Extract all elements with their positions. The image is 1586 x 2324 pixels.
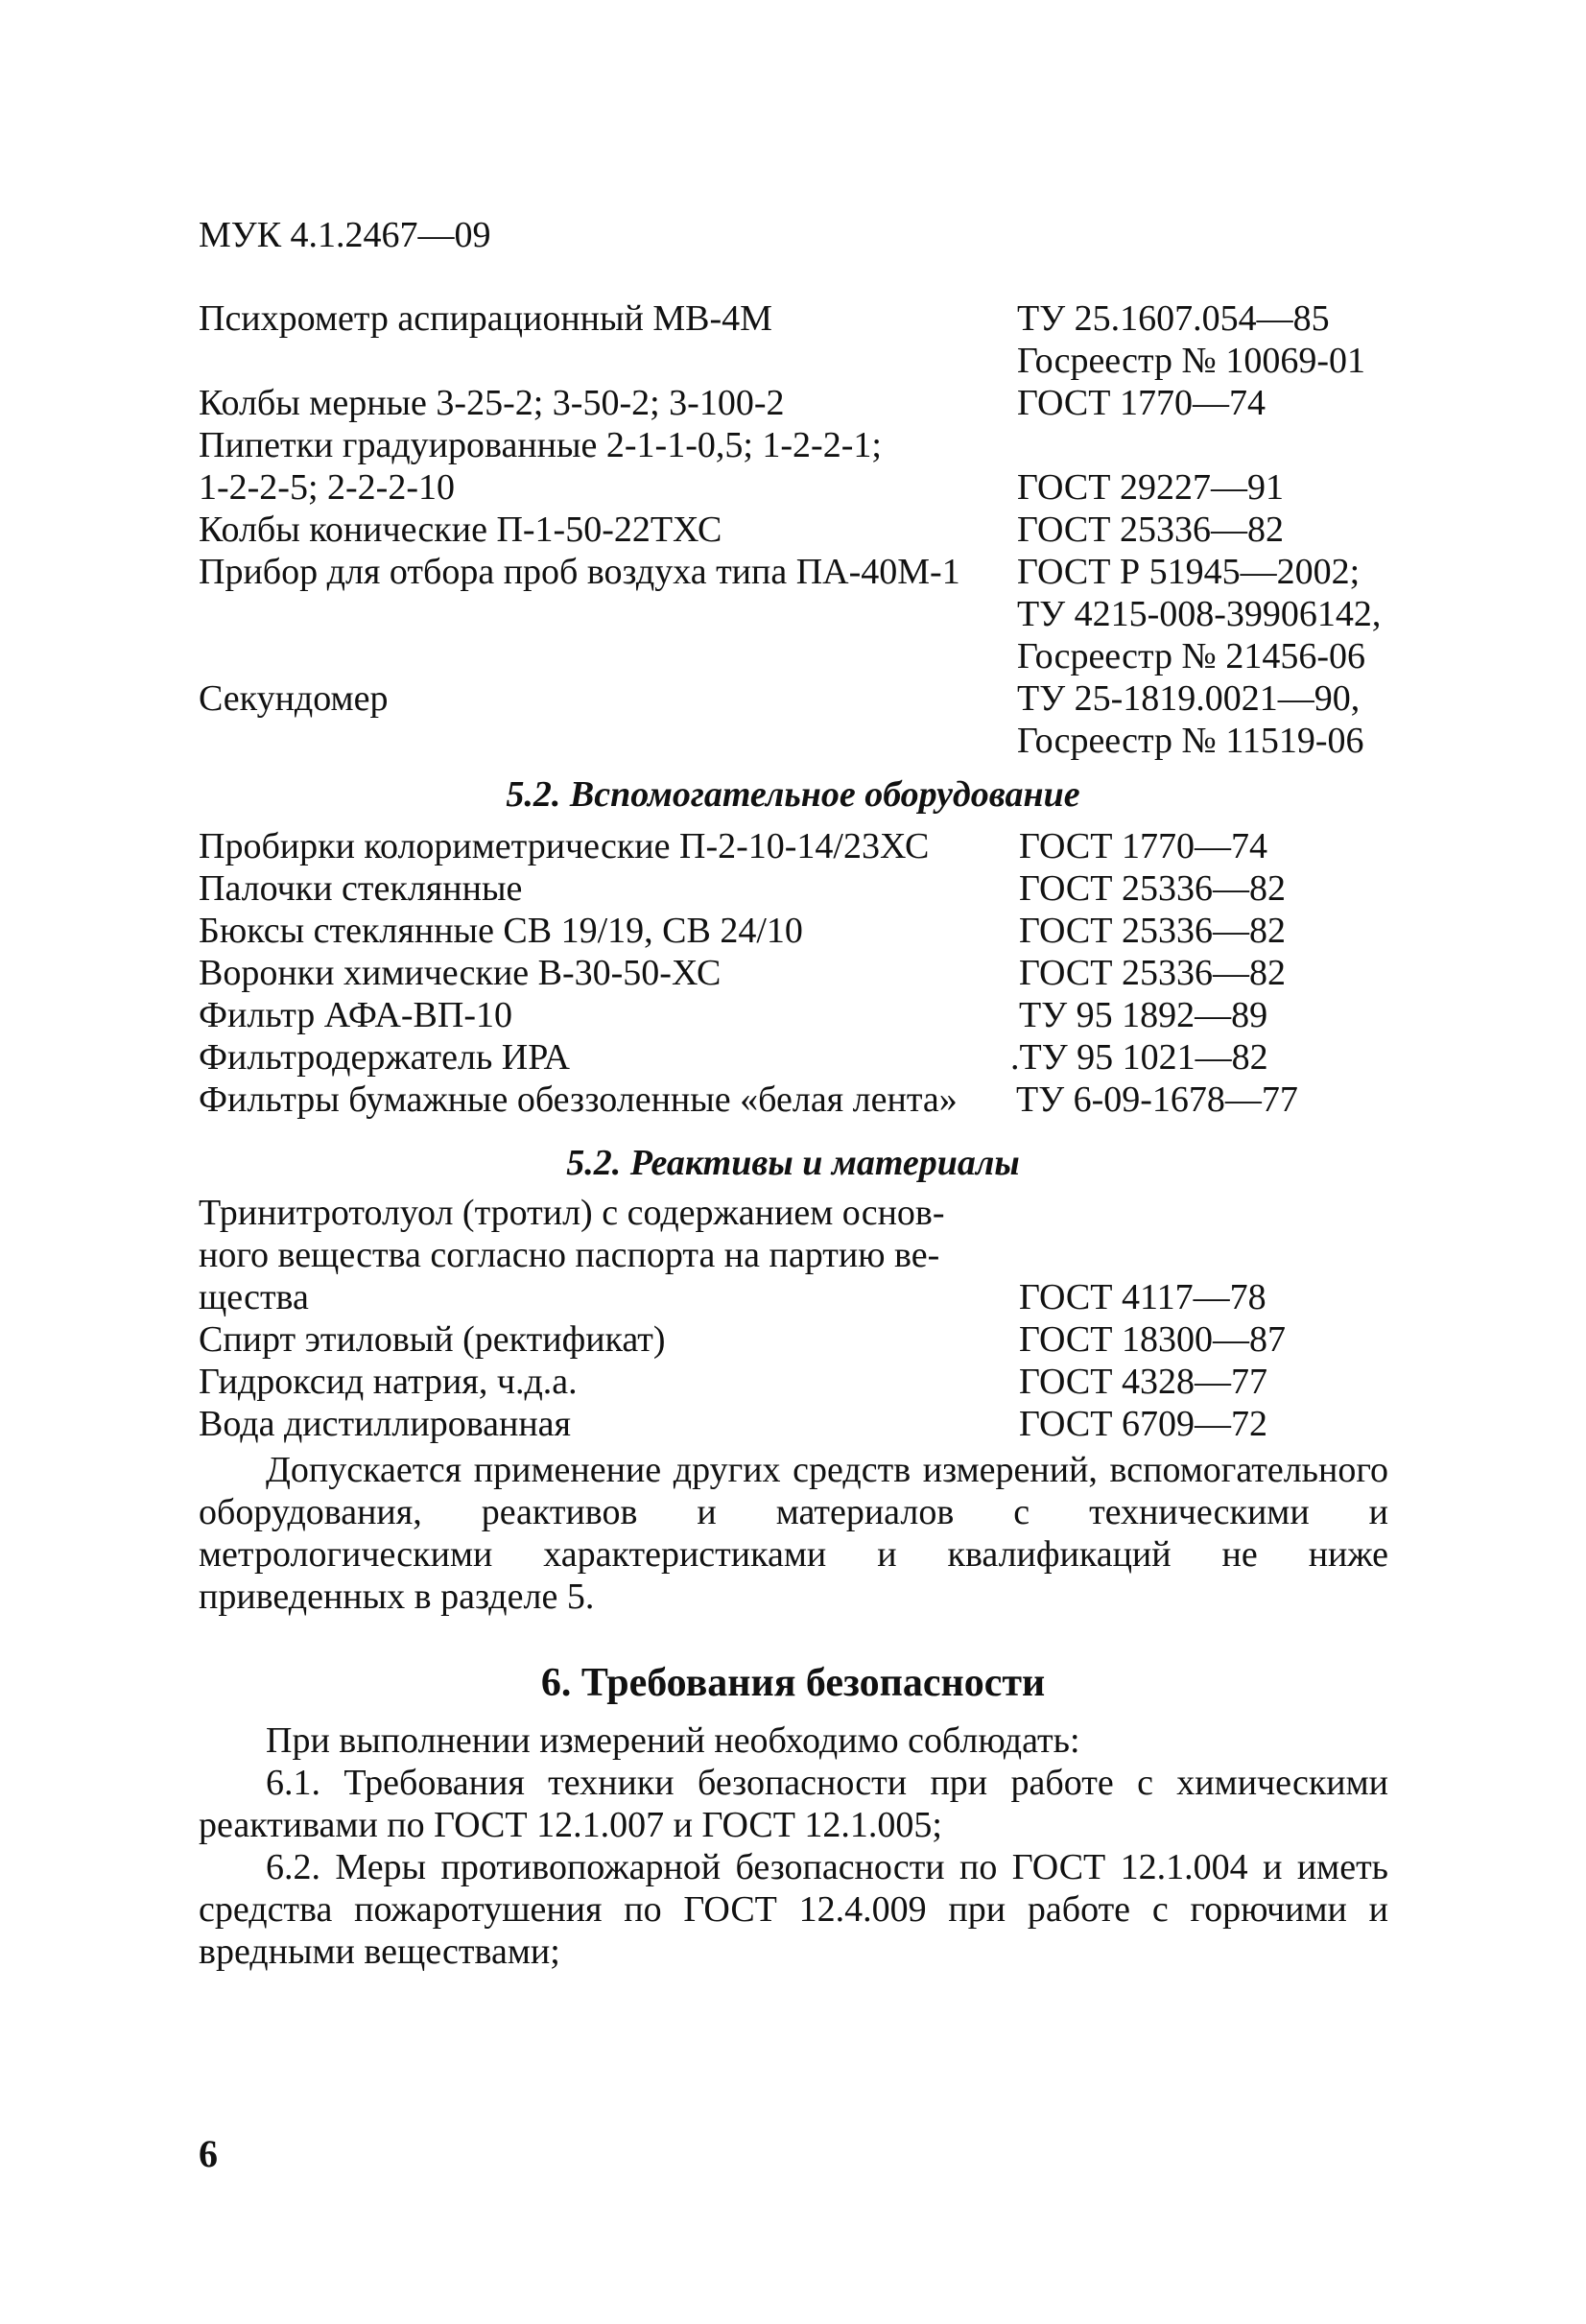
item-standard: ТУ 95 1892—89 [1019, 995, 1268, 1035]
item-standard: ГОСТ 6709—72 [1019, 1404, 1267, 1444]
item-name: ного вещества согласно паспорта на партию ве- [199, 1235, 940, 1275]
list-item [199, 424, 1398, 466]
list-item [199, 382, 1398, 424]
instruments-list [199, 297, 1398, 762]
item-standard: ГОСТ 4328—77 [1019, 1362, 1267, 1402]
item-name: щества [199, 1277, 309, 1317]
list-item [199, 1036, 1398, 1079]
list-item [199, 677, 1398, 720]
item-name: Фильтр АФА-ВП-10 [199, 995, 512, 1035]
item-standard: ТУ 25-1819.0021—90, [1017, 678, 1361, 719]
item-standard: ГОСТ 25336—82 [1019, 953, 1286, 993]
list-item [199, 635, 1398, 677]
list-item [199, 509, 1398, 551]
section-heading-reagents: 5.2. Реактивы и материалы [566, 1143, 1020, 1183]
substitution-note-paragraph: Допускается применение других средств измерений, вспомогательного оборудования, реактивов и материалов с техническими и метрологическими характеристиками и квалификаций не ниже приведенных в разделе 5. [199, 1450, 1388, 1617]
page-number: 6 [199, 2132, 218, 2175]
document-code-header: МУК 4.1.2467—09 [199, 215, 491, 255]
item-standard: ТУ 4215-008-39906142, [1017, 594, 1382, 634]
item-standard: Госреестр № 21456-06 [1017, 636, 1365, 676]
item-name: Гидроксид натрия, ч.д.а. [199, 1362, 578, 1402]
item-standard: ГОСТ 1770—74 [1019, 826, 1267, 866]
list-item [199, 340, 1398, 382]
item-name: Спирт этиловый (ректификат) [199, 1319, 666, 1360]
item-name: Прибор для отбора проб воздуха типа ПА-40М-1 [199, 552, 960, 592]
safety-item-6-1-paragraph: 6.1. Требования техники безопасности при работе с химическими реактивами по ГОСТ 12.1.007 и ГОСТ 12.1.005; [199, 1763, 1388, 1845]
item-name: Колбы конические П-1-50-22ТХС [199, 510, 722, 550]
reagents-list [199, 1192, 1398, 1445]
safety-item-6-2-paragraph: 6.2. Меры противопожарной безопасности по ГОСТ 12.1.004 и иметь средства пожаротушения по ГОСТ 12.4.009 при работе с горючими и вредными веществами; [199, 1847, 1388, 1972]
item-name: Тринитротолуол (тротил) с содержанием основ- [199, 1193, 945, 1233]
item-name: Секундомер [199, 678, 389, 719]
list-item [199, 1403, 1398, 1445]
item-name: Пробирки колориметрические П-2-10-14/23ХС [199, 826, 930, 866]
list-item [199, 1318, 1398, 1361]
item-name: Фильтры бумажные обеззоленные «белая лента» [199, 1079, 958, 1120]
item-standard: ГОСТ 25336—82 [1019, 868, 1286, 909]
list-item [199, 466, 1398, 509]
item-standard: ТУ 25.1607.054—85 [1017, 298, 1330, 339]
item-name: 1-2-2-5; 2-2-2-10 [199, 467, 455, 508]
list-item [199, 1276, 1398, 1318]
item-standard: ГОСТ 4117—78 [1019, 1277, 1266, 1317]
list-item [199, 720, 1398, 762]
item-name: Вода дистиллированная [199, 1404, 572, 1444]
list-item [199, 1361, 1398, 1403]
section-heading-auxiliary-equipment: 5.2. Вспомогательное оборудование [506, 774, 1080, 815]
item-name: Колбы мерные 3-25-2; 3-50-2; 3-100-2 [199, 383, 785, 423]
item-standard: .ТУ 95 1021—82 [1010, 1037, 1268, 1078]
item-standard: ГОСТ 29227—91 [1017, 467, 1284, 508]
list-item [199, 297, 1398, 340]
item-standard: ТУ 6-09-1678—77 [1016, 1079, 1298, 1120]
list-item [199, 952, 1398, 994]
list-item [199, 551, 1398, 593]
list-item [199, 994, 1398, 1036]
item-name: Воронки химические В-30-50-ХС [199, 953, 722, 993]
item-standard: ГОСТ Р 51945—2002; [1017, 552, 1361, 592]
item-name: Бюксы стеклянные СВ 19/19, СВ 24/10 [199, 911, 803, 951]
section-heading-safety: 6. Требования безопасности [540, 1661, 1046, 1705]
list-item [199, 1234, 1398, 1276]
item-standard: ГОСТ 18300—87 [1019, 1319, 1286, 1360]
item-standard: ГОСТ 25336—82 [1019, 911, 1286, 951]
item-name: Пипетки градуированные 2-1-1-0,5; 1-2-2-1; [199, 425, 882, 465]
item-name: Фильтродержатель ИРА [199, 1037, 570, 1078]
item-standard: ГОСТ 25336—82 [1017, 510, 1284, 550]
list-item [199, 1079, 1398, 1121]
item-standard: Госреестр № 10069-01 [1017, 341, 1365, 381]
item-standard: ГОСТ 1770—74 [1017, 383, 1266, 423]
auxiliary-equipment-list [199, 825, 1398, 1121]
list-item [199, 1192, 1398, 1234]
list-item [199, 825, 1398, 867]
item-name: Психрометр аспирационный МВ-4М [199, 298, 772, 339]
safety-intro-paragraph: При выполнении измерений необходимо соблюдать: [266, 1720, 1080, 1761]
list-item [199, 593, 1398, 635]
item-name: Палочки стеклянные [199, 868, 523, 909]
item-standard: Госреестр № 11519-06 [1017, 721, 1364, 761]
list-item [199, 867, 1398, 910]
list-item [199, 910, 1398, 952]
